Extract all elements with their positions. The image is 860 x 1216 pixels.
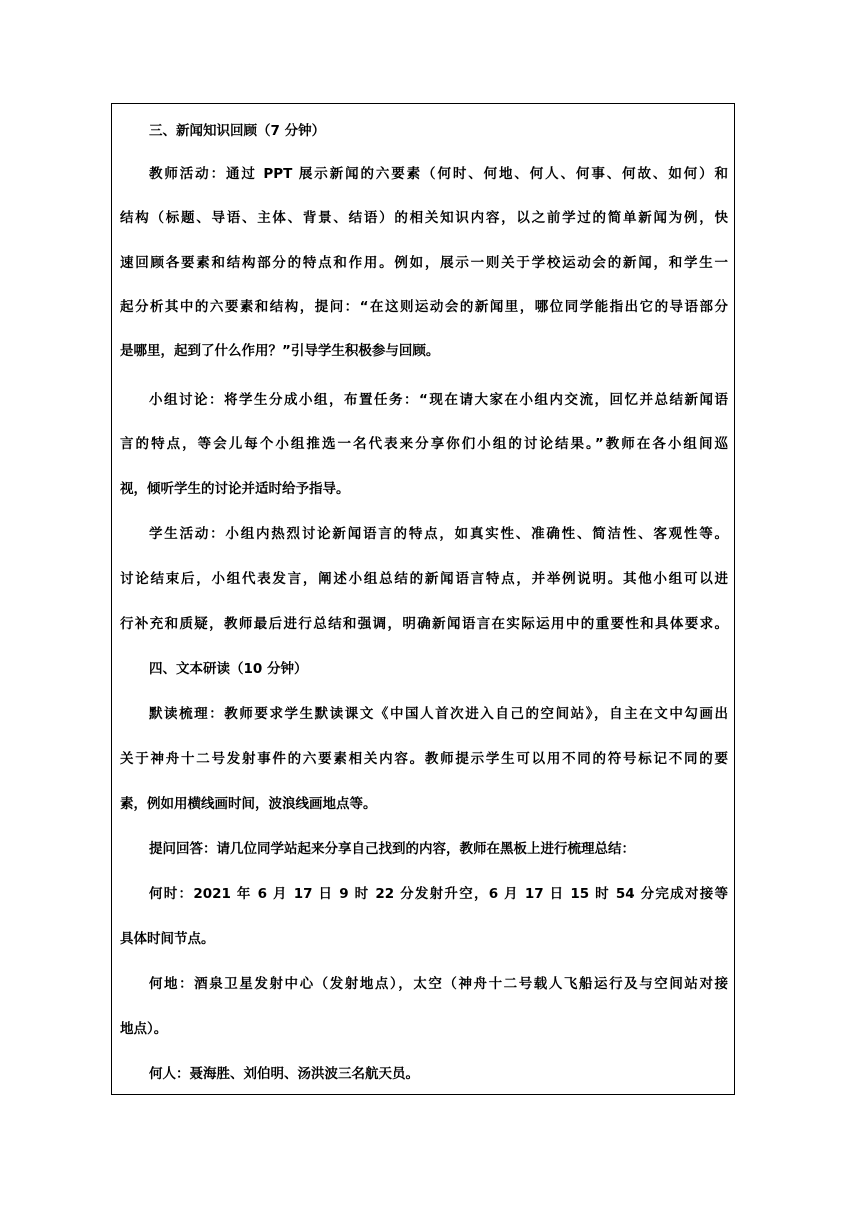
paragraph-line: 是哪里，起到了什么作用？”引导学生积极参与回顾。 (120, 343, 440, 359)
paragraph-line: 何人：聂海胜、刘伯明、汤洪波三名航天员。 (149, 1066, 419, 1082)
paragraph-line: 地点）。 (120, 1021, 168, 1037)
paragraph-line: 默读梳理：教师要求学生默读课文《中国人首次进入自己的空间站》，自主在文中勾画出 (149, 706, 728, 722)
paragraph-line: 行补充和质疑，教师最后进行总结和强调，明确新闻语言在实际运用中的重要性和具体要求。 (120, 616, 728, 632)
paragraph-line: 视，倾听学生的讨论并适时给予指导。 (120, 481, 350, 497)
paragraph-line: 起分析其中的六要素和结构，提问：“在这则运动会的新闻里，哪位同学能指出它的导语部分 (120, 299, 728, 315)
paragraph-line: 关于神舟十二号发射事件的六要素相关内容。教师提示学生可以用不同的符号标记不同的要 (120, 751, 728, 767)
paragraph-line: 速回顾各要素和结构部分的特点和作用。例如，展示一则关于学校运动会的新闻，和学生一 (120, 255, 728, 271)
paragraph-line: 教师活动：通过 PPT 展示新闻的六要素（何时、何地、何人、何事、何故、如何）和 (149, 166, 728, 182)
paragraph-line: 讨论结束后，小组代表发言，阐述小组总结的新闻语言特点，并举例说明。其他小组可以进 (120, 571, 728, 587)
paragraph-line: 素，例如用横线画时间，波浪线画地点等。 (120, 796, 377, 812)
section-heading-text-study: 四、文本研读（10 分钟） (149, 661, 308, 677)
paragraph-line: 提问回答：请几位同学站起来分享自己找到的内容，教师在黑板上进行梳理总结： (149, 841, 635, 857)
paragraph-line: 小组讨论：将学生分成小组，布置任务：“现在请大家在小组内交流，回忆并总结新闻语 (149, 392, 728, 408)
document-frame (111, 103, 735, 1095)
section-heading-news-review: 三、新闻知识回顾（7 分钟） (149, 123, 326, 139)
paragraph-line: 何时：2021 年 6 月 17 日 9 时 22 分发射升空，6 月 17 日 15 时 54 分完成对接等 (149, 886, 728, 902)
paragraph-line: 学生活动：小组内热烈讨论新闻语言的特点，如真实性、准确性、简洁性、客观性等。 (149, 526, 728, 542)
paragraph-line: 言的特点，等会儿每个小组推选一名代表来分享你们小组的讨论结果。”教师在各小组间巡 (120, 436, 728, 452)
paragraph-line: 具体时间节点。 (120, 931, 215, 947)
paragraph-line: 结构（标题、导语、主体、背景、结语）的相关知识内容，以之前学过的简单新闻为例，快 (120, 210, 728, 226)
paragraph-line: 何地：酒泉卫星发射中心（发射地点），太空（神舟十二号载人飞船运行及与空间站对接 (149, 976, 728, 992)
